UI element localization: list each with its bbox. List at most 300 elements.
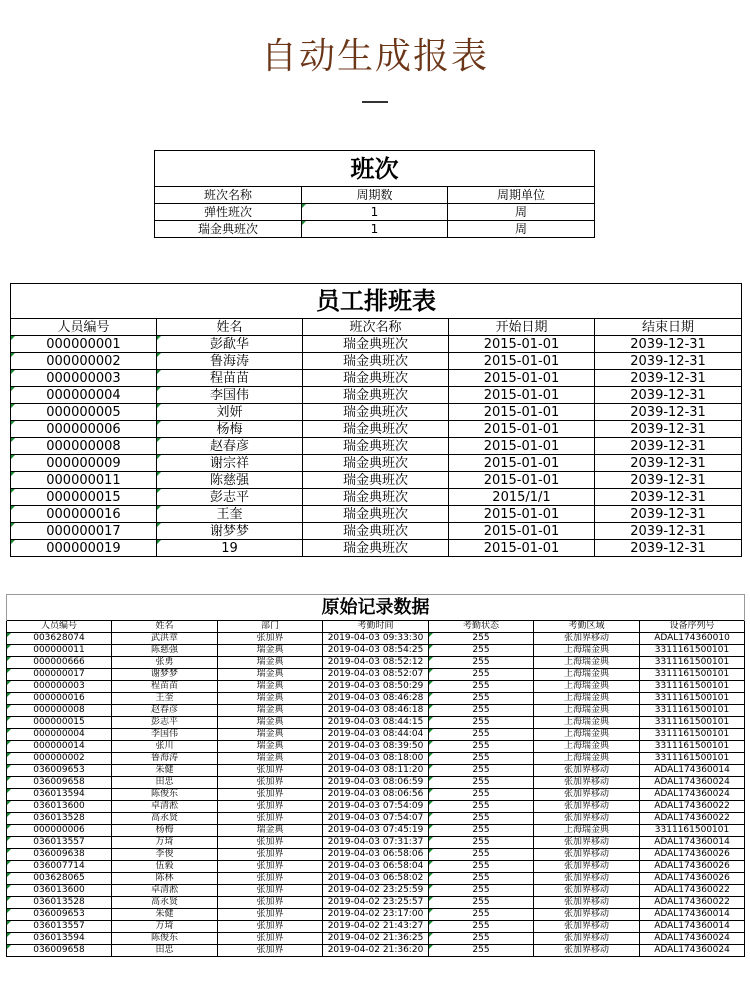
title-divider: [362, 101, 388, 103]
table-cell: 255: [429, 645, 534, 657]
table-cell: 255: [429, 765, 534, 777]
table-row: [11, 540, 742, 557]
table-cell: 000000016: [7, 693, 112, 705]
table-cell: 000000002: [7, 753, 112, 765]
records-table-header: [7, 621, 745, 633]
table-cell: 000000015: [11, 489, 157, 506]
table-cell: 上海瑞金典: [534, 657, 640, 669]
column-header: 人员编号: [11, 319, 157, 336]
table-cell: 瑞金典班次: [303, 387, 449, 404]
table-cell: 瑞金典: [218, 741, 323, 753]
table-cell: 000000004: [11, 387, 157, 404]
table-cell: 张加界移动: [534, 777, 640, 789]
table-row: [7, 897, 745, 909]
table-cell: 瑞金典: [218, 657, 323, 669]
table-cell: 2039-12-31: [595, 336, 742, 353]
table-cell: 036013600: [7, 885, 112, 897]
table-cell: 2019-04-03 08:06:59: [323, 777, 429, 789]
table-cell: 彭志平: [112, 717, 218, 729]
table-cell: 赵春彦: [157, 438, 303, 455]
table-cell: 3311161500101: [640, 825, 745, 837]
table-row: [11, 421, 742, 438]
table-cell: 255: [429, 897, 534, 909]
table-cell: 255: [429, 861, 534, 873]
table-cell: 036009658: [7, 945, 112, 957]
table-cell: 瑞金典班次: [303, 489, 449, 506]
table-cell: 瑞金典班次: [155, 221, 302, 238]
table-cell: 彭志平: [157, 489, 303, 506]
table-cell: 255: [429, 801, 534, 813]
table-cell: 鲁海涛: [112, 753, 218, 765]
table-cell: 255: [429, 669, 534, 681]
table-cell: 2019-04-03 07:54:09: [323, 801, 429, 813]
table-row: [7, 909, 745, 921]
table-cell: 瑞金典班次: [303, 353, 449, 370]
table-cell: 2015-01-01: [449, 387, 595, 404]
table-cell: 3311161500101: [640, 669, 745, 681]
table-cell: 张加界移动: [534, 921, 640, 933]
table-cell: 000000002: [11, 353, 157, 370]
table-cell: ADAL174360014: [640, 909, 745, 921]
table-cell: 3311161500101: [640, 705, 745, 717]
table-cell: 瑞金典班次: [303, 421, 449, 438]
table-row: [7, 729, 745, 741]
table-cell: 000000014: [7, 741, 112, 753]
table-cell: 瑞金典班次: [303, 404, 449, 421]
table-row: [7, 933, 745, 945]
table-cell: 036013528: [7, 897, 112, 909]
table-cell: 000000015: [7, 717, 112, 729]
column-header: 人员编号: [7, 621, 112, 633]
table-cell: 上海瑞金典: [534, 741, 640, 753]
table-cell: ADAL174360026: [640, 873, 745, 885]
table-cell: 陈俊东: [112, 789, 218, 801]
table-cell: 255: [429, 681, 534, 693]
table-cell: 036013557: [7, 921, 112, 933]
records-table: [6, 594, 745, 957]
table-cell: 张加界: [218, 765, 323, 777]
table-cell: 2019-04-03 08:52:07: [323, 669, 429, 681]
table-cell: 000000003: [11, 370, 157, 387]
table-cell: 2019-04-03 08:06:56: [323, 789, 429, 801]
table-row: [11, 523, 742, 540]
table-cell: 张加界: [218, 801, 323, 813]
column-header: 开始日期: [449, 319, 595, 336]
table-cell: 卓清淞: [112, 801, 218, 813]
table-cell: 255: [429, 693, 534, 705]
table-cell: 255: [429, 657, 534, 669]
table-cell: ADAL174360022: [640, 885, 745, 897]
table-cell: 255: [429, 849, 534, 861]
table-cell: 张加界: [218, 885, 323, 897]
table-cell: 2015-01-01: [449, 404, 595, 421]
table-cell: 陈慈强: [157, 472, 303, 489]
table-cell: 2019-04-03 08:52:12: [323, 657, 429, 669]
table-cell: 000000017: [11, 523, 157, 540]
table-cell: 2019-04-03 08:46:28: [323, 693, 429, 705]
table-cell: 2019-04-03 08:18:00: [323, 753, 429, 765]
table-cell: 程苗苗: [112, 681, 218, 693]
table-row: [11, 506, 742, 523]
table-cell: ADAL174360024: [640, 777, 745, 789]
table-cell: 张加界: [218, 777, 323, 789]
table-cell: 2039-12-31: [595, 489, 742, 506]
column-header: 考勤状态: [429, 621, 534, 633]
table-cell: 3311161500101: [640, 693, 745, 705]
table-cell: 2015-01-01: [449, 540, 595, 557]
table-cell: 2015-01-01: [449, 506, 595, 523]
table-cell: 036013594: [7, 933, 112, 945]
table-cell: 万琦: [112, 921, 218, 933]
table-cell: 张加界: [218, 861, 323, 873]
table-cell: 瑞金典班次: [303, 455, 449, 472]
shift-table-header: [155, 187, 595, 204]
table-row: [11, 472, 742, 489]
table-cell: 2015-01-01: [449, 438, 595, 455]
table-cell: 刘妍: [157, 404, 303, 421]
table-cell: 2039-12-31: [595, 472, 742, 489]
table-cell: 张加界移动: [534, 801, 640, 813]
table-cell: 瑞金典: [218, 825, 323, 837]
table-cell: 036013600: [7, 801, 112, 813]
table-cell: 3311161500101: [640, 729, 745, 741]
table-cell: 瑞金典班次: [303, 523, 449, 540]
table-cell: 瑞金典班次: [303, 370, 449, 387]
table-cell: 255: [429, 885, 534, 897]
table-cell: 003628074: [7, 633, 112, 645]
table-row: [7, 921, 745, 933]
table-cell: 程苗苗: [157, 370, 303, 387]
schedule-table-header: [11, 319, 742, 336]
table-cell: 2019-04-03 08:54:25: [323, 645, 429, 657]
table-cell: 255: [429, 729, 534, 741]
column-header: 姓名: [112, 621, 218, 633]
table-cell: 李俊: [112, 849, 218, 861]
table-cell: 036013594: [7, 789, 112, 801]
table-cell: 2019-04-02 23:25:57: [323, 897, 429, 909]
table-row: [7, 945, 745, 957]
table-cell: 000000005: [11, 404, 157, 421]
table-row: [11, 353, 742, 370]
table-cell: 255: [429, 705, 534, 717]
table-cell: 张加界移动: [534, 789, 640, 801]
table-cell: 张加界移动: [534, 897, 640, 909]
table-cell: 2019-04-03 08:50:29: [323, 681, 429, 693]
table-cell: 255: [429, 837, 534, 849]
table-row: [7, 837, 745, 849]
table-cell: ADAL174360014: [640, 921, 745, 933]
table-cell: 张加界移动: [534, 873, 640, 885]
table-cell: 2015-01-01: [449, 523, 595, 540]
table-cell: 2019-04-03 08:44:15: [323, 717, 429, 729]
table-cell: 2019-04-03 06:58:02: [323, 873, 429, 885]
table-cell: 000000019: [11, 540, 157, 557]
table-cell: 张加界移动: [534, 909, 640, 921]
table-cell: 255: [429, 633, 534, 645]
table-cell: ADAL174360010: [640, 633, 745, 645]
table-cell: 2019-04-03 08:11:20: [323, 765, 429, 777]
table-cell: 张加界移动: [534, 633, 640, 645]
table-row: [11, 387, 742, 404]
table-cell: 2015-01-01: [449, 353, 595, 370]
table-cell: 张加界: [218, 837, 323, 849]
table-cell: 2019-04-03 06:58:06: [323, 849, 429, 861]
table-cell: ADAL174360014: [640, 837, 745, 849]
table-cell: 上海瑞金典: [534, 717, 640, 729]
table-cell: 000000006: [7, 825, 112, 837]
table-cell: 万琦: [112, 837, 218, 849]
table-cell: 卓清淞: [112, 885, 218, 897]
table-cell: 张加界: [218, 873, 323, 885]
table-cell: 王奎: [112, 693, 218, 705]
table-cell: 2019-04-03 07:54:07: [323, 813, 429, 825]
column-header: 班次名称: [303, 319, 449, 336]
table-row: [11, 404, 742, 421]
table-row: [7, 705, 745, 717]
table-row: [7, 717, 745, 729]
table-cell: 036013528: [7, 813, 112, 825]
table-cell: 2019-04-02 21:36:25: [323, 933, 429, 945]
table-cell: 1: [302, 221, 448, 238]
table-cell: 000000011: [7, 645, 112, 657]
table-cell: 上海瑞金典: [534, 729, 640, 741]
table-cell: 255: [429, 777, 534, 789]
table-row: [7, 741, 745, 753]
table-cell: 000000011: [11, 472, 157, 489]
table-cell: 周: [448, 204, 595, 221]
table-cell: 2039-12-31: [595, 387, 742, 404]
table-cell: 上海瑞金典: [534, 669, 640, 681]
table-cell: 255: [429, 873, 534, 885]
table-cell: 张加界: [218, 921, 323, 933]
table-cell: 鲁海涛: [157, 353, 303, 370]
table-row: [155, 221, 595, 238]
table-row: [7, 777, 745, 789]
table-cell: 上海瑞金典: [534, 645, 640, 657]
table-cell: 2015/1/1: [449, 489, 595, 506]
table-cell: 255: [429, 813, 534, 825]
table-cell: 2039-12-31: [595, 370, 742, 387]
table-cell: ADAL174360026: [640, 849, 745, 861]
table-row: [7, 657, 745, 669]
table-cell: 000000666: [7, 657, 112, 669]
table-cell: 瑞金典: [218, 693, 323, 705]
table-cell: 2019-04-02 23:17:00: [323, 909, 429, 921]
table-cell: 陈慈强: [112, 645, 218, 657]
table-cell: 3311161500101: [640, 657, 745, 669]
table-row: [7, 813, 745, 825]
page-title: 自动生成报表: [260, 36, 489, 77]
table-cell: 2019-04-02 21:43:27: [323, 921, 429, 933]
table-row: [11, 489, 742, 506]
table-cell: 王奎: [157, 506, 303, 523]
table-cell: 周: [448, 221, 595, 238]
table-cell: 2039-12-31: [595, 404, 742, 421]
column-header: 考勤区域: [534, 621, 640, 633]
table-cell: 杨梅: [157, 421, 303, 438]
table-cell: 2019-04-02 21:36:20: [323, 945, 429, 957]
column-header: 姓名: [157, 319, 303, 336]
table-cell: 张加界: [218, 945, 323, 957]
table-cell: 瑞金典: [218, 729, 323, 741]
table-cell: 弹性班次: [155, 204, 302, 221]
table-cell: 2019-04-03 08:46:18: [323, 705, 429, 717]
table-cell: 036009653: [7, 765, 112, 777]
table-cell: 张加界移动: [534, 861, 640, 873]
table-row: [7, 861, 745, 873]
table-row: [7, 645, 745, 657]
table-cell: 3311161500101: [640, 717, 745, 729]
table-cell: 瑞金典: [218, 645, 323, 657]
table-cell: 陈俊东: [112, 933, 218, 945]
table-cell: 000000009: [11, 455, 157, 472]
table-cell: 张加界: [218, 789, 323, 801]
table-cell: 朱健: [112, 909, 218, 921]
table-cell: 255: [429, 933, 534, 945]
table-cell: 张加界: [218, 933, 323, 945]
table-cell: 瑞金典班次: [303, 438, 449, 455]
table-cell: 张加界移动: [534, 765, 640, 777]
table-cell: 3311161500101: [640, 681, 745, 693]
column-header: 设备序列号: [640, 621, 745, 633]
records-table-title: 原始记录数据: [7, 595, 745, 621]
table-cell: 2015-01-01: [449, 455, 595, 472]
shift-table: [154, 150, 595, 238]
table-cell: ADAL174360024: [640, 789, 745, 801]
schedule-table: [10, 283, 742, 557]
table-cell: 张加界: [218, 897, 323, 909]
table-cell: 张加界移动: [534, 849, 640, 861]
table-row: [7, 765, 745, 777]
table-cell: 李国伟: [157, 387, 303, 404]
table-cell: 瑞金典: [218, 705, 323, 717]
shift-table-title: 班次: [155, 151, 595, 187]
table-cell: 000000016: [11, 506, 157, 523]
table-cell: 张加界移动: [534, 837, 640, 849]
table-cell: 19: [157, 540, 303, 557]
table-cell: 000000004: [7, 729, 112, 741]
table-cell: 2039-12-31: [595, 506, 742, 523]
table-cell: 255: [429, 909, 534, 921]
table-cell: ADAL174360022: [640, 813, 745, 825]
table-cell: 田忠: [112, 945, 218, 957]
table-cell: 瑞金典: [218, 753, 323, 765]
table-cell: 瑞金典班次: [303, 506, 449, 523]
table-cell: 036007714: [7, 861, 112, 873]
table-cell: 李国伟: [112, 729, 218, 741]
table-cell: 谢宗祥: [157, 455, 303, 472]
table-cell: 朱健: [112, 765, 218, 777]
table-cell: ADAL174360026: [640, 861, 745, 873]
table-cell: 2019-04-03 07:31:37: [323, 837, 429, 849]
table-cell: 上海瑞金典: [534, 753, 640, 765]
table-cell: 张加界: [218, 813, 323, 825]
column-header: 周期单位: [448, 187, 595, 204]
table-cell: 255: [429, 741, 534, 753]
table-cell: 2015-01-01: [449, 336, 595, 353]
table-cell: 2039-12-31: [595, 523, 742, 540]
table-cell: 3311161500101: [640, 645, 745, 657]
table-cell: 2019-04-03 08:39:50: [323, 741, 429, 753]
table-cell: 谢梦梦: [157, 523, 303, 540]
table-cell: 000000017: [7, 669, 112, 681]
table-cell: 赵春彦: [112, 705, 218, 717]
table-cell: 1: [302, 204, 448, 221]
table-cell: 瑞金典: [218, 669, 323, 681]
table-cell: 2019-04-03 07:45:19: [323, 825, 429, 837]
table-cell: 000000003: [7, 681, 112, 693]
table-cell: 上海瑞金典: [534, 825, 640, 837]
table-cell: 2015-01-01: [449, 370, 595, 387]
table-row: [7, 789, 745, 801]
table-row: [7, 885, 745, 897]
table-cell: 瑞金典班次: [303, 336, 449, 353]
table-cell: 张加界移动: [534, 885, 640, 897]
table-cell: 2039-12-31: [595, 540, 742, 557]
table-cell: 张勇: [112, 657, 218, 669]
table-row: [11, 438, 742, 455]
column-header: 周期数: [302, 187, 448, 204]
table-row: [7, 633, 745, 645]
table-row: [11, 336, 742, 353]
table-cell: 伍毅: [112, 861, 218, 873]
table-cell: 2019-04-03 08:44:04: [323, 729, 429, 741]
table-cell: 张加界移动: [534, 945, 640, 957]
table-row: [155, 204, 595, 221]
table-cell: 2019-04-03 06:58:04: [323, 861, 429, 873]
table-cell: 上海瑞金典: [534, 693, 640, 705]
table-cell: 张加界: [218, 633, 323, 645]
table-cell: 高永贤: [112, 813, 218, 825]
table-cell: 2015-01-01: [449, 472, 595, 489]
table-cell: 瑞金典: [218, 681, 323, 693]
table-cell: ADAL174360014: [640, 765, 745, 777]
table-cell: 255: [429, 825, 534, 837]
table-cell: 2039-12-31: [595, 421, 742, 438]
table-cell: 田忠: [112, 777, 218, 789]
table-row: [7, 753, 745, 765]
table-cell: 036009653: [7, 909, 112, 921]
table-cell: 2015-01-01: [449, 421, 595, 438]
table-cell: 036009638: [7, 849, 112, 861]
table-cell: 瑞金典班次: [303, 540, 449, 557]
table-cell: 张加界移动: [534, 813, 640, 825]
table-cell: ADAL174360024: [640, 933, 745, 945]
table-cell: 瑞金典班次: [303, 472, 449, 489]
table-row: [11, 455, 742, 472]
column-header: 结束日期: [595, 319, 742, 336]
table-cell: ADAL174360022: [640, 897, 745, 909]
table-cell: 彭歃华: [157, 336, 303, 353]
table-cell: 上海瑞金典: [534, 681, 640, 693]
table-row: [7, 669, 745, 681]
table-cell: 2039-12-31: [595, 353, 742, 370]
column-header: 考勤时间: [323, 621, 429, 633]
table-row: [7, 801, 745, 813]
table-cell: 谢梦梦: [112, 669, 218, 681]
table-cell: 255: [429, 753, 534, 765]
table-cell: 张川: [112, 741, 218, 753]
table-cell: 张加界移动: [534, 933, 640, 945]
table-cell: 上海瑞金典: [534, 705, 640, 717]
table-cell: 2019-04-03 09:33:30: [323, 633, 429, 645]
table-row: [7, 693, 745, 705]
table-cell: 武洪章: [112, 633, 218, 645]
schedule-table-title: 员工排班表: [11, 284, 742, 319]
table-cell: ADAL174360022: [640, 801, 745, 813]
table-row: [7, 681, 745, 693]
table-cell: 2039-12-31: [595, 455, 742, 472]
